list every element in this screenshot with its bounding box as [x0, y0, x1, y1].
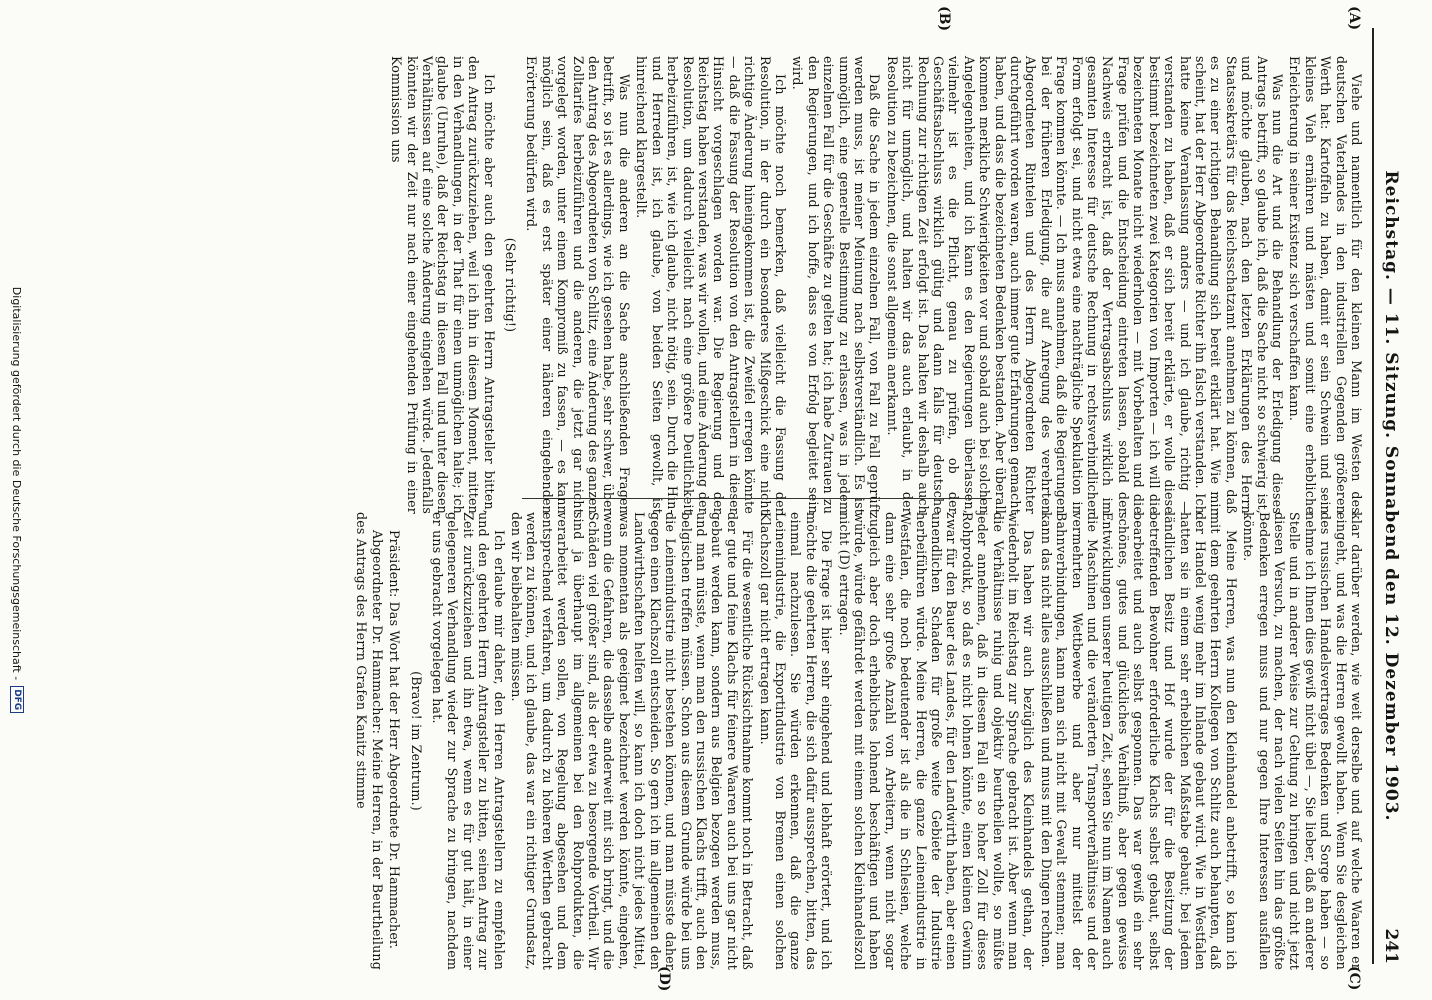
margin-marker-a: (A) — [1346, 6, 1362, 31]
margin-marker-c: (C) — [1346, 966, 1362, 991]
left-column — [389, 56, 1364, 514]
paragraph: Was nun die Art und die Behandlung der Erledigung dieses Antrags betrifft, so glaube ich, daß die Sache nicht so schwierig ist, und möchte glauben, nach den letzten Erklärungen des Herrn Staatssekretärs für das Reichsschatzamt annehmen zu können, daß es zu einer richtigen Behandlung sich bereit erklärt hat. Wie mir scheint, hat der Herr Abgeordnete Richter ihn falsch verstanden. Ich hatte keine Veranlassung anders — und ich glaube, richtig — verstanden zu haben, daß er sich bereit erklärte, er wolle diese bestimmt bezeichneten zwei Kategorien von Importen — ich will die bezeichneten Monate nicht wiederholen — mit Vorbehalten und die Frage prüfen und die Entscheidung eintreten lassen, sobald der Nachweis erbracht ist, daß der Vertragsabschluss wirklich im gesamten Interesse für deutsche Rechnung in rechtsverbindlicher Form erfolgt sei, und nicht etwa eine nachträgliche Spekulation in Frage kommen könnte. — Ich muss annehmen, daß die Regierungen bei der früheren Erledigung, die auf Anregung des verehrten Abgeordneten Rintelen und des Herrn Abgeordneten Richter durchgeführt worden waren, auch immer gute Erfahrungen gemacht haben, und dass die bezeichneten Bedenken bestanden. Aber überall kommen merkliche Schwierigkeiten vor und sobald auch bei solchen Angelegenheiten, und ich kann es den Regierungen überlassen, vielmehr ist es die Pflicht, genau zu prüfen, ob der Geschäftsabschluss wirklich gültig und dann falls für deutsche Rechnung zur richtigen Zeit erfolgt ist. Das halten wir deshalb auch nicht für unmöglich, und halten wir das auch erlaubt, in der Resolution zu bezeichnen, die sonst allgemein anerkannt. — [884, 56, 1285, 514]
digitization-footer — [10, 0, 24, 1000]
paragraph: Für die wesentliche Rücksichtnahme kommt noch in Betracht, daß der gute und feine Klachs für feinere Waaren auch bei uns gar nicht gebaut werden kann, sondern aus Belgien bezogen werden muss, und man müsste, wenn man den russischen Klachs trifft, auch den belgischen treffen müssen. Schon aus diesem Grunde würde bei uns die Leinenindustrie nicht bestehen können, und man müsste daher gegen einen Klachszoll entscheiden. So gern ich im allgemeinen den Landwirthschaften helfen will, so kann ich doch nicht jedes Mittel, was momentan als geeignet bezeichnet werden könnte, eingehen, wenn die Gefahren, die dasselbe anderweit mit sich bringt, und die Schäden viel größer sind, als der etwa zu besorgende Vortheil. Wir sind ja überhaupt im allgemeinen bei den Rohprodukten, die verarbeitet werden sollen, von Regelung abgesehen und dem entsprechend verfahren, um dadurch zu höheren Werthen gebracht werden zu können, und ich glaube, das war ein richtiger Grundsatz, den wir beibehalten müssen. — [509, 512, 756, 970]
paragraph: klar darüber werden, wie weit derselbe und auf welche Waaren er eingeht, und was die Herren gewollt haben. Wenn Sie desgleichen des russischen Handelsvertrages Bedenken und Sorge haben — so nehme ich Ihnen dies gewiß nicht übel —, Sie lieber, daß an anderer Stelle und in anderer Weise zur Geltung zu bringen und nicht jetzt diesen Versuch, zu machen, der nach vielen Seiten hin das größte Bedenken erregen muss und nur gegen Ihre Interessen ausfallen könnte. — [1241, 512, 1364, 970]
page-title: Reichstag. — 11. Sitzung. Sonnabend den 12. Dezember 1903. — [1381, 170, 1401, 822]
page-number: 241 — [1381, 928, 1401, 964]
margin-marker-b: (B) — [936, 6, 952, 32]
paragraph: Ich erlaube mir daher, den Herren Antragstellern zu empfehlen und den geehrten Herrn Antragsteller zu bitten, seinen Antrag zur Zeit zurückzuziehen und ihn etwa, wenn es für gut hält, in einer gelegeneren Verhandlung wieder zur Sprache zu bringen, nachdem er uns gebracht vorgelegen hat. — [430, 512, 507, 970]
speaker-paragraph: Präsident: Das Wort hat der Herr Abgeordnete Dr. Hammacher. — [387, 530, 403, 950]
speaker-paragraph: Abgeordneter Dr. Hammacher: Meine Herren, in der Beurtheilung des Antrags des Herrn Grafen Kanitz stimme — [354, 512, 385, 970]
dfg-logo: DFG — [10, 686, 24, 713]
paragraph: Ich möchte noch bemerken, daß vielleicht die Fassung der Resolution, in der durch ein besonderes Mißgeschick eine nicht richtige Änderung hineingekommen ist, die Zweifel erregen könnte — daß die Fassung der Resolution von den Antragstellern in dieser Hinsicht vorgeschlagen worden war. Die Regierung und der Reichstag haben verstanden, was wir wollen, und eine Änderung der Resolution, um dadurch vielleicht nach eine größere Deutlichkeit herbeizuführen, ist, wie ich glaube, nicht nötig, sein. Durch die Hin- und Herreden ist, ich glaube, von beiden Seiten gewollt, ist hinreichend klargestellt. — [634, 56, 788, 514]
column-divider — [522, 498, 992, 499]
margin-marker-d: (D) — [656, 966, 672, 992]
paragraph: Das haben wir auch bezüglich des Kleinhandels gethan, der wiederholt im Reichstag zur Sprache gebracht ist. Aber wenn man die Verhältnisse ruhig und objektiv beurtheilen wollte, so müßte jeder annehmen, daß in diesem Fall ein so hoher Zoll für dieses Rohprodukt, so daß es nicht lohnen könnte, einen kleinen Gewinn zwar für den Bauer des Landes, für den Landwirth haben, aber einen unendlichen Schaden für große weite Gebiete der Industrie herbeiführen würde. Meine Herren, die ganze Leinenindustrie in Westfalen, die noch bedeutender ist als die in Schlesien, welche dann eine sehr große Anzahl von Arbeitern, wenn nicht sogar zugleich aber doch erhebliches lohnend beschäftigen und haben würde, würde gefährdet werden mit einem solchen Kleinhandelszoll nicht (D) ertragen. — [836, 512, 1037, 970]
paragraph: Viehe und namentlich für den kleinen Mann im Westen des deutschen Vaterlandes in den industriellen Gegenden größeren Werth hat: Kartoffeln zu haben, damit er sein Schwein und sein kleines Vieh ernähren und mästen und somit eine erhebliche Erleichterung in seiner Existenz sich verschaffen kann. — [1287, 56, 1364, 514]
page-header — [1376, 28, 1406, 964]
paragraph: Daß die Sache in jedem einzelnen Fall, von Fall zu Fall geprüft werden muss, ist meiner Meinung nach selbstverständlich. Es ist unmöglich, eine generelle Bestimmung zu erlassen, was in jedem einzelnen Fall für die Geschäfte zu gelten hat; ich habe Zutrauen zu den Regierungen, und ich hoffe, dass es von Erfolg begleitet sein wird. — [790, 56, 883, 514]
paragraph: Die Frage ist hier sehr eingehend und lebhaft erörtert, und ich möchte die geehrten Herren, die sich dafür aussprechen, bitten, das einmal nachzulesen. Sie würden erkennen, daß die ganze Leinenindustrie, die Exportindustrie von Bremen einen solchen Klachszoll gar nicht ertragen kann. — [757, 512, 835, 970]
footer-text: Digitalisierung gefördert durch die Deutsche Forschungsgemeinschaft - — [10, 286, 24, 681]
interjection: (Sehr richtig!) — [503, 237, 519, 333]
header-rule — [1372, 28, 1374, 964]
paragraph: Ich möchte aber auch den geehrten Herrn Antragsteller bitten, den Antrag zurückzuziehen, weil ich ihn in diesem Moment, mitten in den Verhandlungen, in der That für einen unmöglichen halte; ich glaube (Unruhe), daß der Reichstag in diesem Fall und unter diesen Verhältnissen auf eine solche Änderung eingehen würde. Jedenfalls könnten wir der Zeit nur nach einer eingehenden Prüfung in einer Kommission uns — [389, 56, 497, 514]
right-column — [354, 512, 1364, 970]
paragraph: Was nun die anderen an die Sache anschließenden Fragen betrifft, so ist es allerdings, wie ich gesehen habe, sehr schwer, über den Antrag des Abgeordneten von Schlitz, eine Änderung des ganzen Zolltarifes herbeizuführen und die anderen, die jetzt gar nicht vorgelegt worden, unter einem Kompromiß zu fassen, — es kann möglich sein, daß es erst später einer näheren eingehenden Erörterung bedürfen wird. — [524, 56, 632, 514]
paragraph: Meine Herren, was nun den Kleinhandel anbetrifft, so kann ich mit dem geehrten Herrn Kollegen von Schlitz auch behaupten, daß der Handel wenig mehr im Inlande gebaut wird. Wie in Westfalen hatten sie in einem sehr erheblichen Maßstabe gebaut; bei jedem ländlichen Besitz und Hof wurde der für die Besitzung der betreffenden Bewohner erforderliche Klachs selbst gebaut, selbst bearbeitet und auch selbst gesponnen. Das war gewiß ein sehr schönes, gutes und glückliches Verhältniß, aber gegen gewisse Entwicklungen unserer heutigen Zeit, sehen Sie nun im Namen auch die Maschinen und die veränderten Transportverhältnisse und der vermehrten Wettbewerbe und aber nur mittelst der Bahnverbindungen, kann man sich nicht mit Gewalt stemmen; man kann das nicht alles ausschließen und muss mit den Dingen rechnen. — [1038, 512, 1239, 970]
interjection: (Bravo! im Zentrum.) — [408, 671, 424, 811]
